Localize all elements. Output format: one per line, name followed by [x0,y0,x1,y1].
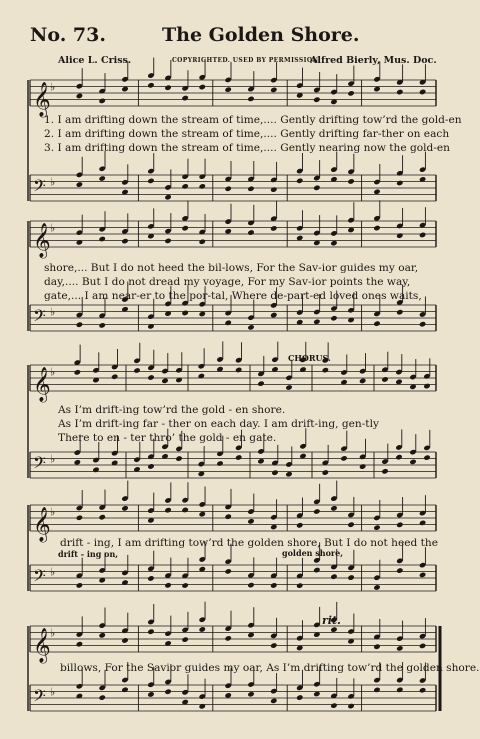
note-head [181,507,188,513]
note-head [257,380,264,386]
lyric-line: shore,... But I do not heed the bil-lows, For the Sav-ior guides my oar, [44,262,419,274]
note-head [347,178,354,184]
flat-icon: ♭ [50,565,56,579]
note-head [270,225,277,231]
lower-voice-lyric: golden shore, [282,548,343,558]
note-head [199,511,206,517]
note-head [296,694,303,700]
note-head [330,626,337,632]
note-head [340,455,347,461]
note-head [396,687,403,693]
treble-clef-icon: 𝄞 [33,628,51,663]
note-head [313,185,320,191]
flat-icon: ♭ [50,175,56,189]
note-head [313,96,320,102]
note-head [409,459,416,465]
note-head [419,232,426,238]
note-head [99,694,106,700]
note-head [199,84,206,90]
note-head [164,507,171,513]
note-head [296,522,303,528]
note-head [395,454,402,460]
note-head [330,315,337,321]
note-head [199,239,206,245]
note-head [74,369,81,375]
lyric-line: 2. I am drifting down the stream of time,.... Gently drifting far-ther on each [44,128,450,140]
note-head [164,84,171,90]
composer-credit: Alfred Bierly, Mus. Doc. [310,55,437,66]
lyric-line: drift - ing, I am drifting tow’rd the golden shore, But I do not heed the [60,537,438,549]
note-head [270,698,277,704]
note-head [76,641,83,647]
note-head [257,458,264,464]
note-head [396,645,403,651]
note-head [199,183,206,189]
note-head [164,238,171,244]
note-head [147,691,154,697]
note-head [181,95,188,101]
note-head [181,183,188,189]
flat-icon: ♭ [50,365,56,379]
note-head [121,238,128,244]
note-head [164,194,171,200]
note-head [373,189,380,195]
note-head [296,582,303,588]
note-head [396,232,403,238]
note-head [247,691,254,697]
note-head [99,236,106,242]
lyric-line: gate,... I am near-er to the por-tal, Where de-part-ed loved ones waits, [44,290,422,302]
note-head [164,688,171,694]
note-head [76,181,83,187]
note-head [373,524,380,530]
note-head [175,455,182,461]
note-head [313,508,320,514]
note-head [285,384,292,390]
note-head [225,320,232,326]
lyric-line: 3. I am drifting down the stream of time,.... Gently nearing now the gold-en [44,142,450,154]
lyric-line: 1. I am drifting down the stream of time,.... Gently drifting tow’rd the gold-en [44,114,462,126]
note-head [270,87,277,93]
note-head [147,628,154,634]
note-head [396,180,403,186]
note-head [247,324,254,330]
note-head [359,378,366,384]
note-head [419,643,426,649]
lyric-line: There to en - ter thro’ the gold - en gate. [58,432,277,444]
note-head [161,378,168,384]
treble-clef-icon: 𝄞 [33,507,51,542]
note-head [181,310,188,316]
bass-clef-icon: 𝄢 [33,685,46,710]
note-head [147,82,154,88]
note-head [347,521,354,527]
note-head [322,367,329,373]
note-head [147,575,154,581]
note-head [270,582,277,588]
note-head [225,568,232,574]
lyric-line: billows, For the Savior guides my oar, As I’m drifting tow’rd the golden shore. [60,662,480,674]
note-head [330,573,337,579]
note-head [330,505,337,511]
note-head [99,175,106,181]
note-head [423,383,430,389]
note-head [199,626,206,632]
treble-clef-icon: 𝄞 [33,82,51,117]
note-head [225,228,232,234]
copyright-notice: COPYRIGHTED. USED BY PERMISSION. [172,57,321,64]
note-head [181,582,188,588]
note-head [270,186,277,192]
lower-voice-lyric: drift - ing on, [58,549,119,559]
note-head [347,90,354,96]
note-head [313,319,320,325]
note-head [419,520,426,526]
note-head [76,93,83,99]
lyric-line: day,.... But I do not dread my voyage, For my Sav-ior points the way, [44,276,411,288]
note-head [313,567,320,573]
note-head [347,574,354,580]
note-head [373,584,380,590]
note-head [373,225,380,231]
note-head [99,98,106,104]
note-head [330,702,337,708]
note-head [270,312,277,318]
note-head [225,635,232,641]
note-head [247,582,254,588]
note-head [164,582,171,588]
note-head [247,518,254,524]
note-head [76,321,83,327]
note-head [419,89,426,95]
note-head [247,186,254,192]
note-head [419,572,426,578]
flat-icon: ♭ [50,505,56,519]
lyricist-credit: Alice L. Criss. [58,55,132,66]
note-head [373,643,380,649]
note-head [271,469,278,475]
note-head [396,309,403,315]
note-head [74,459,81,465]
note-head [347,703,354,709]
note-head [373,687,380,693]
note-head [395,379,402,385]
note-head [396,567,403,573]
note-head [423,454,430,460]
flat-icon: ♭ [50,626,56,640]
note-head [396,522,403,528]
note-head [419,687,426,693]
note-head [225,86,232,92]
hymn-number: No. 73. [30,24,106,46]
note-head [99,322,106,328]
chorus-label: CHORUS. [288,353,331,363]
note-head [359,463,366,469]
flat-icon: ♭ [50,221,56,235]
flat-icon: ♭ [50,685,56,699]
note-head [121,505,128,511]
note-head [181,225,188,231]
note-head [76,582,83,588]
note-head [373,320,380,326]
note-head [396,89,403,95]
note-head [235,367,242,373]
hymn-title: The Golden Shore. [162,24,360,46]
note-head [181,636,188,642]
note-head [147,374,154,380]
note-head [225,186,232,192]
note-head [199,703,206,709]
note-head [92,467,99,473]
note-head [121,687,128,693]
note-head [285,471,292,477]
flat-icon: ♭ [50,452,56,466]
note-head [225,513,232,519]
tempo-marking: rit. [322,614,341,627]
note-head [99,632,106,638]
lyric-line: As I’m drift-ing far - ther on each day. I am drift-ing, gen-tly [58,418,379,430]
note-head [270,642,277,648]
bass-clef-icon: 𝄢 [33,452,46,477]
note-head [419,321,426,327]
note-head [235,454,242,460]
flat-icon: ♭ [50,80,56,94]
note-head [322,469,329,475]
note-head [247,96,254,102]
note-head [216,460,223,466]
bass-clef-icon: 𝄢 [33,565,46,590]
note-head [147,463,154,469]
note-head [381,468,388,474]
note-head [99,514,106,520]
flat-icon: ♭ [50,305,56,319]
note-head [133,367,140,373]
bass-clef-icon: 𝄢 [33,175,46,200]
note-head [147,178,154,184]
lyric-line: As I’m drift-ing tow’rd the gold - en shore. [58,404,286,416]
note-head [296,178,303,184]
note-head [381,376,388,382]
note-head [76,515,83,521]
note-head [247,229,254,235]
treble-clef-icon: 𝄞 [33,367,51,402]
treble-clef-icon: 𝄞 [33,223,51,258]
note-head [121,637,128,643]
note-head [111,374,118,380]
bass-clef-icon: 𝄢 [33,305,46,330]
